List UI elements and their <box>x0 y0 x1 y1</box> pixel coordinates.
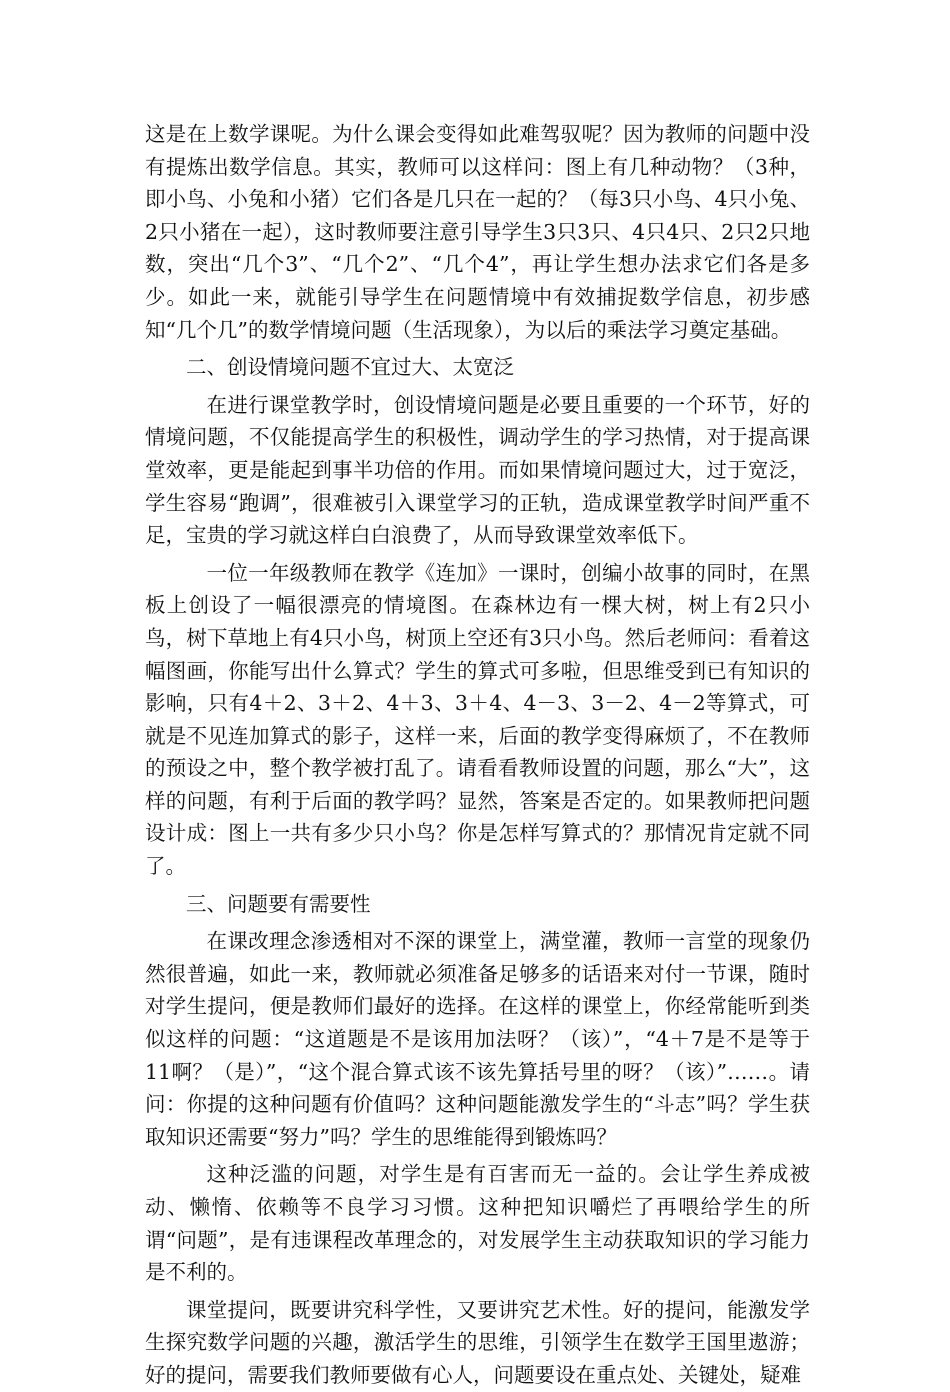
paragraph-6: 课堂提问，既要讲究科学性，又要讲究艺术性。好的提问，能激发学生探究数学问题的兴趣，激活学生的思维，引领学生在数学王国里遨游；好的提问，需要我们教师要做有心人，问题要设在重点处、关键处，疑难 <box>145 1297 810 1387</box>
section-heading-3: 三、问题要有需要性 <box>186 891 371 916</box>
paragraph-3: 一位一年级教师在教学《连加》一课时，创编小故事的同时，在黑板上创设了一幅很漂亮的情境图。在森林边有一棵大树，树上有2只小鸟，树下草地上有4只小鸟，树顶上空还有3只小鸟。然后老师问：看着这幅图画，你能写出什么算式？学生的算式可多啦，但思维受到已有知识的影响，只有4＋2、3＋2、4＋3、3＋4、4－3、3－2、4－2等算式，可就是不见连加算式的影子，这样一来，后面的教学变得麻烦了，不在教师的预设之中，整个教学被打乱了。请看看教师设置的问题，那么“大”，这样的问题，有利于后面的教学吗？显然，答案是否定的。如果教师把问题设计成：图上一共有多少只小鸟？你是怎样写算式的？那情况肯定就不同了。 <box>145 560 810 879</box>
paragraph-1: 这是在上数学课呢。为什么课会变得如此难驾驭呢？因为教师的问题中没有提炼出数学信息。其实，教师可以这样问：图上有几种动物？（3种，即小鸟、小兔和小猪）它们各是几只在一起的？（每3只小鸟、4只小兔、2只小猪在一起），这时教师要注意引导学生3只3只、4只4只、2只2只地数，突出“几个3”、“几个2”、“几个4”，再让学生想办法求它们各是多少。如此一来，就能引导学生在问题情境中有效捕捉数学信息，初步感知“几个几”的数学情境问题（生活现象），为以后的乘法学习奠定基础。 <box>145 122 810 342</box>
paragraph-5: 这种泛滥的问题，对学生是有百害而无一益的。会让学生养成被动、懒惰、依赖等不良学习习惯。这种把知识嚼烂了再喂给学生的所谓“问题”，是有违课程改革理念的，对发展学生主动获取知识的学习能力是不利的。 <box>145 1162 810 1285</box>
paragraph-2: 在进行课堂教学时，创设情境问题是必要且重要的一个环节，好的情境问题，不仅能提高学生的积极性，调动学生的学习热情，对于提高课堂效率，更是能起到事半功倍的作用。而如果情境问题过大，过于宽泛，学生容易“跑调”，很难被引入课堂学习的正轨，造成课堂教学时间严重不足，宝贵的学习就这样白白浪费了，从而导致课堂效率低下。 <box>145 392 810 548</box>
paragraph-4: 在课改理念渗透相对不深的课堂上，满堂灌，教师一言堂的现象仍然很普遍，如此一来，教师就必须准备足够多的话语来对付一节课，随时对学生提问，便是教师们最好的选择。在这样的课堂上，你经常能听到类似这样的问题：“这道题是不是该用加法呀？（该）”，“4＋7是不是等于11啊？（是）”，“这个混合算式该不该先算括号里的呀？（该）”……。请问：你提的这种问题有价值吗？这种问题能激发学生的“斗志”吗？学生获取知识还需要“努力”吗？学生的思维能得到锻炼吗？ <box>145 929 810 1149</box>
section-heading-2: 二、创设情境问题不宜过大、太宽泛 <box>186 355 514 380</box>
document-page <box>145 118 810 1392</box>
